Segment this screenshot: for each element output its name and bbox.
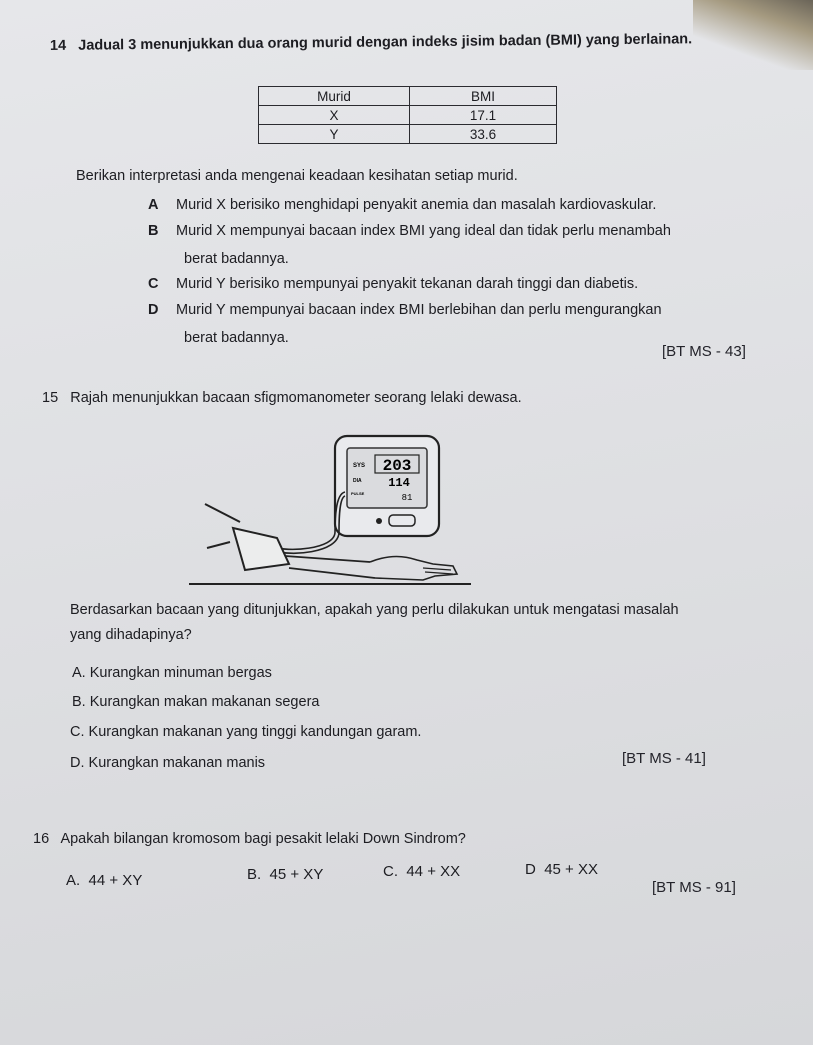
option-text: Murid X mempunyai bacaan index BMI yang ideal dan tidak perlu menambah [176,223,671,239]
question-number: 14 [49,37,67,54]
table-row [259,125,557,144]
question-15-prompt-line1: Berdasarkan bacaan yang ditunjukkan, apakah yang perlu dilakukan untuk mengatasi masalah [70,602,679,618]
option-letter: A [148,197,159,213]
question-text: Jadual 3 menunjukkan dua orang murid dengan indeks jisim badan (BMI) yang berlainan. [78,31,693,54]
option-letter: B. [247,866,262,883]
option-d-continued: berat badannya. [184,330,289,346]
option-b[interactable]: B. Kurangkan makan makanan segera [72,694,320,710]
option-b-continued: berat badannya. [184,251,289,267]
pulse-label: PULSE [351,491,365,496]
question-16-stem [33,831,466,847]
forearm-top [285,556,370,562]
dia-reading: 114 [388,476,410,490]
option-c[interactable] [383,863,460,880]
option-text: Murid Y berisiko mempunyai penyakit tekanan darah tinggi dan diabetis. [176,276,639,292]
reference-code: [BT MS - 41] [622,750,706,767]
dia-label: DIA [353,478,362,484]
power-button [376,518,382,524]
bmi-table [258,86,557,144]
option-c[interactable]: C. Kurangkan makanan yang tinggi kandungan garam. [70,724,422,740]
option-value: 44 + XX [406,863,461,880]
option-letter: D [525,861,536,878]
question-text: Rajah menunjukkan bacaan sfigmomanometer seorang lelaki dewasa. [70,390,522,406]
question-number: 16 [33,831,50,847]
pulse-reading: 81 [401,493,413,503]
table-row [259,106,557,125]
table-header-cell: Murid [259,87,410,106]
option-letter: A. [66,872,81,889]
question-text: Apakah bilangan kromosom bagi pesakit lelaki Down Sindrom? [60,831,466,847]
sys-reading: 203 [382,457,412,475]
question-14-stem [50,31,692,54]
arm-cuff [233,528,289,570]
option-value: 44 + XY [88,872,143,889]
table-cell: 17.1 [410,106,557,125]
option-a[interactable] [66,872,142,889]
fingers [423,568,453,574]
option-b[interactable] [148,223,671,239]
hand [370,557,457,581]
option-text: Murid Y mempunyai bacaan index BMI berlebihan dan perlu mengurangkan [176,302,662,318]
table-cell: Y [259,125,410,144]
table-cell: 33.6 [410,125,557,144]
arm-lower-line [207,542,230,548]
option-text: Murid X berisiko menghidapi penyakit anemia dan masalah kardiovaskular. [176,197,657,213]
option-letter: C [148,276,159,292]
option-d[interactable] [148,302,662,318]
sys-label: SYS [353,463,366,469]
option-d[interactable]: D. Kurangkan makanan manis [70,755,266,771]
option-b[interactable] [247,866,323,883]
reference-code: [BT MS - 91] [652,879,736,896]
photo-corner-shadow [693,0,813,70]
option-letter: D [148,302,159,318]
question-14-prompt: Berikan interpretasi anda mengenai keadaan kesihatan setiap murid. [76,168,518,184]
option-a[interactable] [148,197,656,213]
question-15-stem [42,390,522,406]
sphygmomanometer-illustration [185,432,475,592]
option-d[interactable] [525,861,598,878]
option-value: 45 + XX [544,861,598,878]
option-c[interactable] [148,276,638,292]
question-number: 15 [42,390,59,406]
forearm-bottom [289,568,375,578]
table-cell: X [259,106,410,125]
option-letter: B [148,223,159,239]
table-header-row [259,87,557,106]
option-value: 45 + XY [269,866,324,883]
table-header-cell: BMI [410,87,557,106]
arm-upper-line [205,504,240,522]
question-15-prompt-line2: yang dihadapinya? [70,627,192,643]
reference-code: [BT MS - 43] [662,343,746,360]
option-a[interactable]: A. Kurangkan minuman bergas [72,665,272,681]
option-letter: C. [383,863,398,880]
